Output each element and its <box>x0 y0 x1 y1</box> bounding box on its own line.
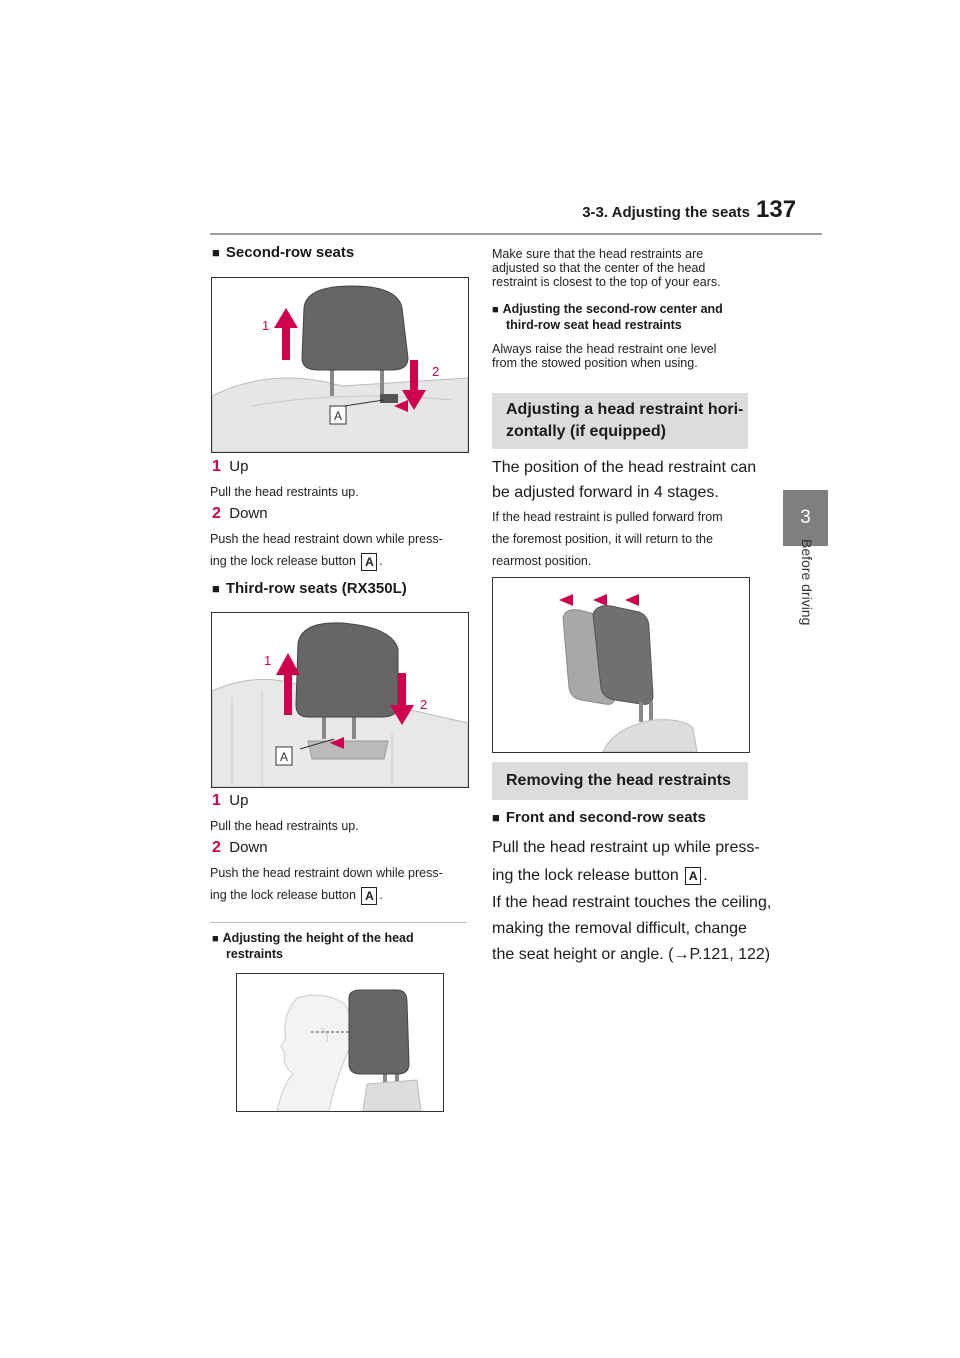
horizontal-adjust-note: If the head restraint is pulled forward from the foremost position, it will return to the rearmost position. <box>492 510 723 568</box>
second-row-step-1-note: Pull the head restraints up. <box>210 485 359 499</box>
third-row-step-1: 1 Up <box>212 792 249 809</box>
center-seat-heading: ■ Adjusting the second-row center and third-row seat head restraints <box>492 302 723 332</box>
callout-1: 1 <box>264 653 272 668</box>
section-divider <box>210 922 467 923</box>
front-second-row-heading: ■ Front and second-row seats <box>492 809 706 826</box>
arrow-right-icon: → <box>673 946 690 963</box>
horizontal-adjust-heading: Adjusting a head restraint hori- zontally (if equipped) <box>492 393 748 449</box>
lock-release-button-marker: A <box>361 887 377 905</box>
second-row-figure <box>211 277 469 453</box>
third-row-step-2: 2 Down <box>212 839 268 856</box>
page-reference-link[interactable]: P.121, 122) <box>689 946 771 963</box>
third-row-illustration <box>212 613 468 787</box>
horizontal-figure <box>492 577 750 753</box>
intro-text: Make sure that the head restraints are adjusted so that the center of the head restraint is closest to the top of your ears. <box>492 247 721 289</box>
callout-1: 1 <box>262 318 270 333</box>
height-heading: ■ Adjusting the height of the head restraints <box>212 931 414 961</box>
callout-2: 2 <box>420 697 428 712</box>
chapter-tab: 3 <box>783 490 828 546</box>
square-bullet-icon: ■ <box>492 810 500 825</box>
second-row-illustration <box>212 278 468 452</box>
second-row-heading: ■ Second-row seats <box>212 244 355 261</box>
page-number: 137 <box>756 196 797 223</box>
lock-release-button-marker: A <box>685 867 701 885</box>
second-row-step-2: 2 Down <box>212 505 268 522</box>
lock-release-button-marker: A <box>361 553 377 571</box>
second-row-step-1: 1 Up <box>212 458 249 475</box>
height-figure <box>236 973 444 1112</box>
callout-2: 2 <box>432 364 440 379</box>
second-row-step-2-note: Push the head restraint down while press- ing the lock release button A . <box>210 532 443 569</box>
center-seat-note: Always raise the head restraint one level from the stowed position when using. <box>492 342 717 370</box>
removing-body: Pull the head restraint up while press- ing the lock release button A . <box>492 839 760 884</box>
header-divider <box>210 233 822 235</box>
callout-a: A <box>279 750 289 764</box>
ceiling-note: If the head restraint touches the ceiling, making the removal difficult, change the seat height or angle. (→P.121, 122) <box>492 894 772 963</box>
callout-a: A <box>333 409 343 423</box>
square-bullet-icon: ■ <box>212 581 220 596</box>
square-bullet-icon: ■ <box>212 933 219 945</box>
square-bullet-icon: ■ <box>212 245 220 260</box>
section-title: 3-3. Adjusting the seats <box>582 204 750 221</box>
horizontal-illustration <box>493 578 749 752</box>
chapter-label: Before driving <box>799 539 815 626</box>
third-row-step-1-note: Pull the head restraints up. <box>210 819 359 833</box>
third-row-step-2-note: Push the head restraint down while press- ing the lock release button A . <box>210 866 443 903</box>
horizontal-adjust-body: The position of the head restraint can be adjusted forward in 4 stages. <box>492 459 757 501</box>
third-row-figure <box>211 612 469 788</box>
height-illustration <box>237 974 443 1111</box>
removing-heading: Removing the head restraints <box>492 762 748 800</box>
square-bullet-icon: ■ <box>492 304 499 316</box>
third-row-heading: ■ Third-row seats (RX350L) <box>212 580 407 597</box>
